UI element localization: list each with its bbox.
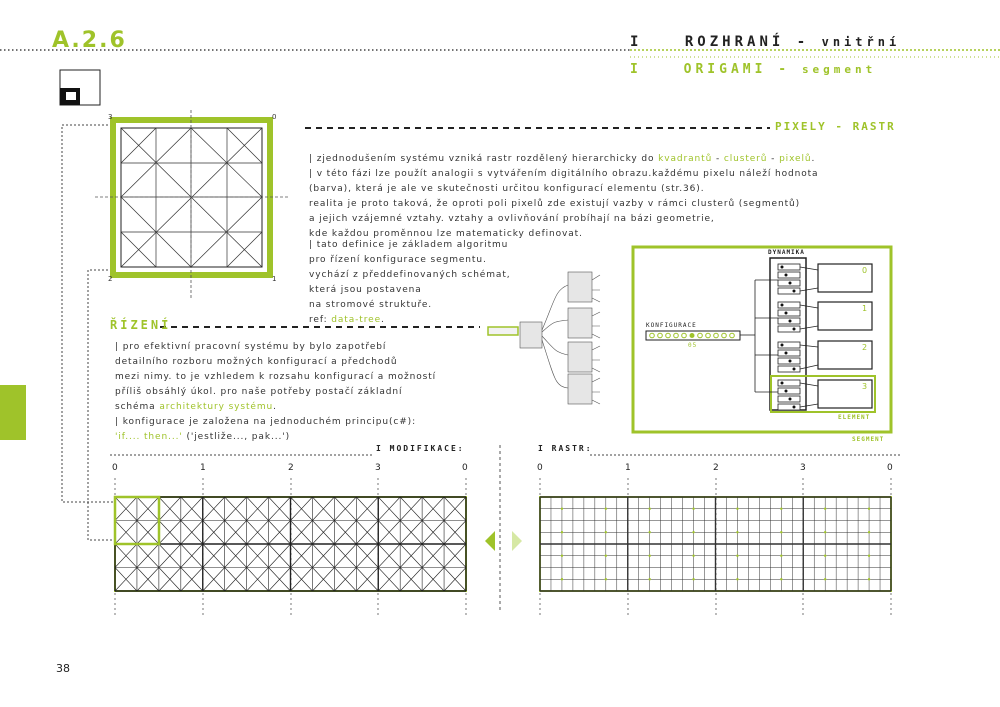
rizeni-paragraph (115, 340, 436, 445)
mod-tick-4: 0 (462, 463, 468, 473)
title-origami: ORIGAMI (683, 62, 767, 77)
section-code: A.2.6 (52, 28, 127, 53)
rizeni-line-2: detailního rozboru možných konfigurací a předchodů (115, 357, 398, 367)
definition-paragraph (309, 238, 511, 328)
corner-label-br: 1 (272, 275, 277, 283)
rizeni-line-1: | pro efektivní pracovní systému by bylo zapotřebí (115, 342, 387, 352)
title-segment: segment (801, 63, 877, 76)
pixely-paragraph (309, 152, 818, 242)
rizeni-heading: ŘÍZENÍ (110, 318, 172, 332)
rastr-strip (540, 478, 891, 615)
pixely-line-4: realita je proto taková, že oproti poli pixelů zde existují vazby v rámci clusterů (segmentů) (309, 199, 801, 209)
dynamika-label: DYNAMIKA (768, 249, 805, 256)
element-number-3: 3 (862, 382, 868, 391)
rizeni-line-3: mezi nimy. to je vzhledem k rozsahu konfigurací a možností (115, 372, 437, 382)
title-line-1 (630, 34, 900, 50)
term-kvadrantu: kvadrantů (658, 154, 713, 164)
rizeni-line-6: | konfigurace je založena na jednoduchém principu(c#): (115, 417, 417, 427)
origami-square (95, 110, 290, 300)
ref-prefix: ref: (309, 315, 332, 325)
rastr-tick-3: 3 (800, 463, 806, 473)
mod-tick-0: 0 (112, 463, 118, 473)
page-tab (0, 385, 26, 440)
schema-prefix: schéma (115, 402, 160, 412)
def-line-2: pro řízení konfigurace segmentu. (309, 255, 487, 265)
rastr-tick-4: 0 (887, 463, 893, 473)
ref-line (309, 313, 511, 328)
rastr-tick-1: 1 (625, 463, 631, 473)
rastr-tick-2: 2 (713, 463, 719, 473)
arrow-left-icon (485, 531, 495, 551)
konfigurace-label: KONFIGURACE (646, 322, 697, 329)
code-if-then: 'if.... then...' (115, 432, 183, 442)
pixely-line-1-sep-1: - (712, 154, 724, 164)
def-line-4: která jsou postavena (309, 285, 422, 295)
konfigurace-value: 05 (688, 342, 698, 349)
term-architektury-systemu: architektury systému (159, 402, 274, 412)
pixely-line-6: kde každou proměnnou lze matematicky definovat. (309, 229, 583, 239)
ref-suffix: . (381, 315, 385, 325)
pixely-line-3: (barva), která je ale ve skutečnosti určitou konfigurací elementu (str.36). (309, 184, 705, 194)
section-icon (60, 70, 100, 105)
title-rozhrani: ROZHRANÍ (684, 34, 785, 50)
page-number: 38 (56, 662, 70, 675)
rizeni-line-4: příliš obsáhlý úkol. pro naše potřeby postačí základní (115, 387, 403, 397)
mod-tick-1: 1 (200, 463, 206, 473)
pixely-line-5: a jejich vzájemné vztahy. vztahy a ovlivňování probíhají na bázi geometrie, (309, 214, 715, 224)
corner-label-tr: 0 (272, 113, 277, 121)
title-sep-1: - (784, 34, 822, 50)
element-label: ELEMENT (838, 414, 871, 421)
rizeni-line-5 (115, 400, 436, 415)
code-suffix: ('jestliže..., pak...') (182, 432, 291, 442)
term-pixelu: pixelů (779, 154, 812, 164)
rastr-heading: I RASTR: (538, 444, 593, 453)
mod-tick-3: 3 (375, 463, 381, 473)
pixely-line-1-pre: | zjednodušením systému vzniká rastr rozdělený hierarchicky do (309, 154, 659, 164)
rizeni-line-7 (115, 430, 436, 445)
connector-lines (62, 125, 115, 540)
pixely-line-1-post: . (811, 154, 816, 164)
element-number-2: 2 (862, 343, 868, 352)
modifikace-heading: I MODIFIKACE: (376, 444, 465, 453)
segment-label: SEGMENT (852, 436, 885, 443)
pixely-line-1-sep-2: - (767, 154, 780, 164)
modifikace-strip (115, 478, 466, 615)
rastr-tick-0: 0 (537, 463, 543, 473)
title-bar-2: I (630, 62, 642, 77)
mod-tick-2: 2 (288, 463, 294, 473)
pixely-line-2: | v této fázi lze použít analogii s vytvářením digitálního obrazu.každému pixelu náleží hodnota (309, 169, 819, 179)
term-clusteru: clusterů (723, 154, 768, 164)
title-bar-1: I (630, 34, 643, 50)
def-line-3: vychází z předdefinovaných schémat, (309, 270, 511, 280)
corner-label-tl: 3 (108, 113, 113, 121)
pixely-heading: PIXELY - RASTR (775, 120, 896, 133)
element-number-0: 0 (862, 266, 868, 275)
title-line-2 (630, 62, 876, 77)
schema-suffix: . (273, 402, 277, 412)
pixely-line-1 (309, 152, 818, 167)
segment-diagram (633, 247, 891, 432)
title-sep-2: - (766, 62, 802, 77)
def-line-1: | tato definice je základem algoritmu (309, 240, 509, 250)
arrow-right-icon (512, 531, 522, 551)
ref-data-tree: data-tree (331, 315, 382, 325)
element-number-1: 1 (862, 304, 868, 313)
title-vnitrni: vnitřní (821, 35, 901, 49)
corner-label-bl: 2 (108, 275, 113, 283)
def-line-5: na stromové struktuře. (309, 300, 433, 310)
